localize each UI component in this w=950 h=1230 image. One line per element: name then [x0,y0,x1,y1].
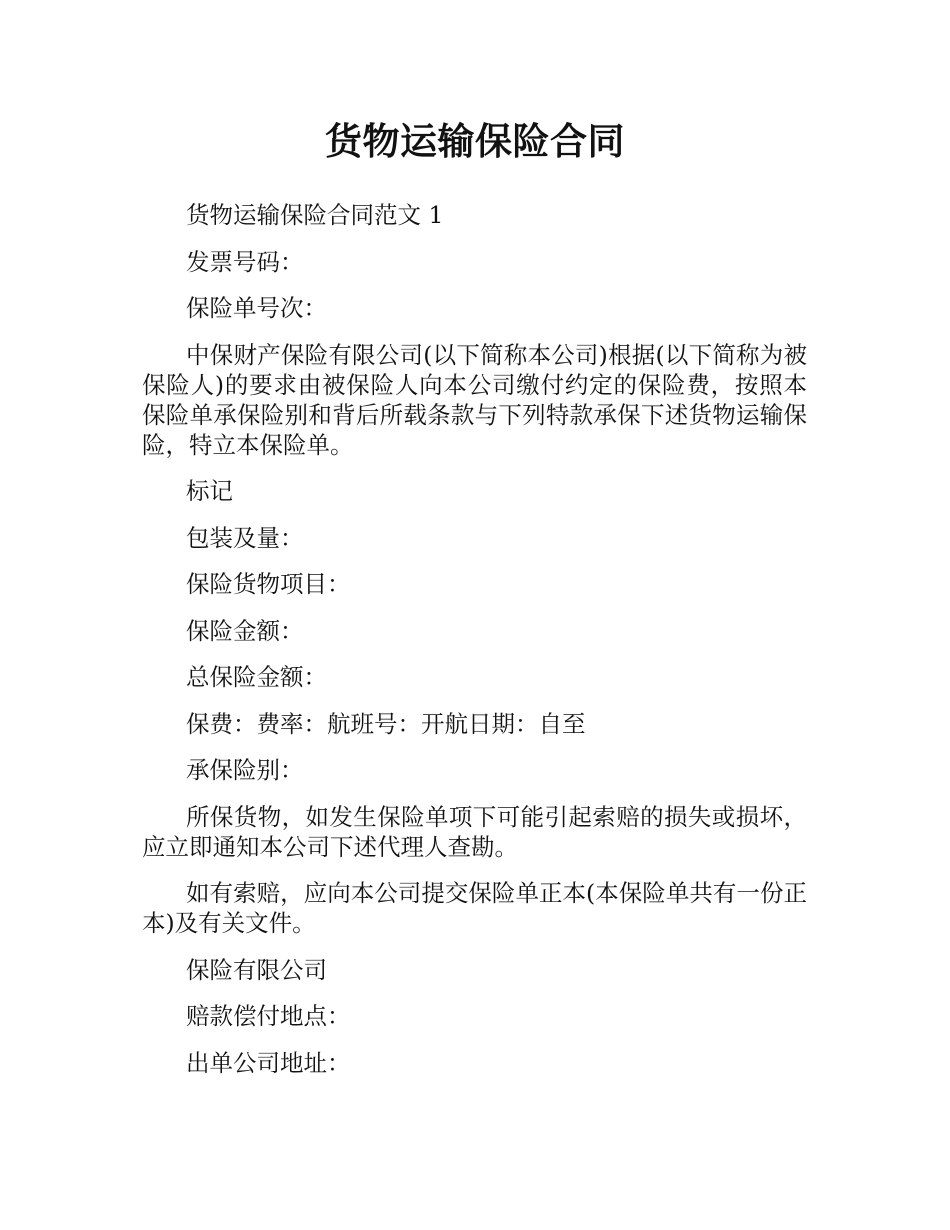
paragraph-packing-quantity: 包装及量： [186,523,304,552]
paragraph-claims: 如有索赔，应向本公司提交保险单正本(本保险单共有一份正本)及有关文件。 [142,879,807,937]
paragraph-policy-number: 保险单号次： [186,294,327,322]
paragraph-claim-payable-at: 赔款偿付地点： [186,1002,351,1030]
paragraph-insured-goods: 保险货物项目： [186,570,351,598]
paragraph-template-heading: 货物运输保险合同范文 1 [186,201,444,229]
paragraph-insurer: 保险有限公司 [186,955,327,984]
document-title: 货物运输保险合同 [325,120,625,163]
document-body [142,200,807,1094]
paragraph-coverage: 承保险别： [186,756,304,784]
paragraph-preamble: 中保财产保险有限公司(以下简称本公司)根据(以下简称为被保险人)的要求由被保险人向本公司缴付约定的保险费，按照本保险单承保险别和背后所载条款与下列特款承保下述货物运输保险，特立本保险单。 [142,340,807,459]
paragraph-loss-notice: 所保货物，如发生保险单项下可能引起索赔的损失或损坏，应立即通知本公司下述代理人查勘。 [142,802,807,861]
paragraph-total-insured-amount: 总保险金额： [186,663,327,691]
paragraph-insured-amount: 保险金额： [186,616,304,645]
paragraph-premium-voyage: 保费：费率：航班号：开航日期：自至 [186,709,586,738]
paragraph-marks: 标记 [186,477,233,505]
paragraph-issuer-address: 出单公司地址： [186,1048,351,1077]
paragraph-invoice-number: 发票号码： [186,247,304,276]
